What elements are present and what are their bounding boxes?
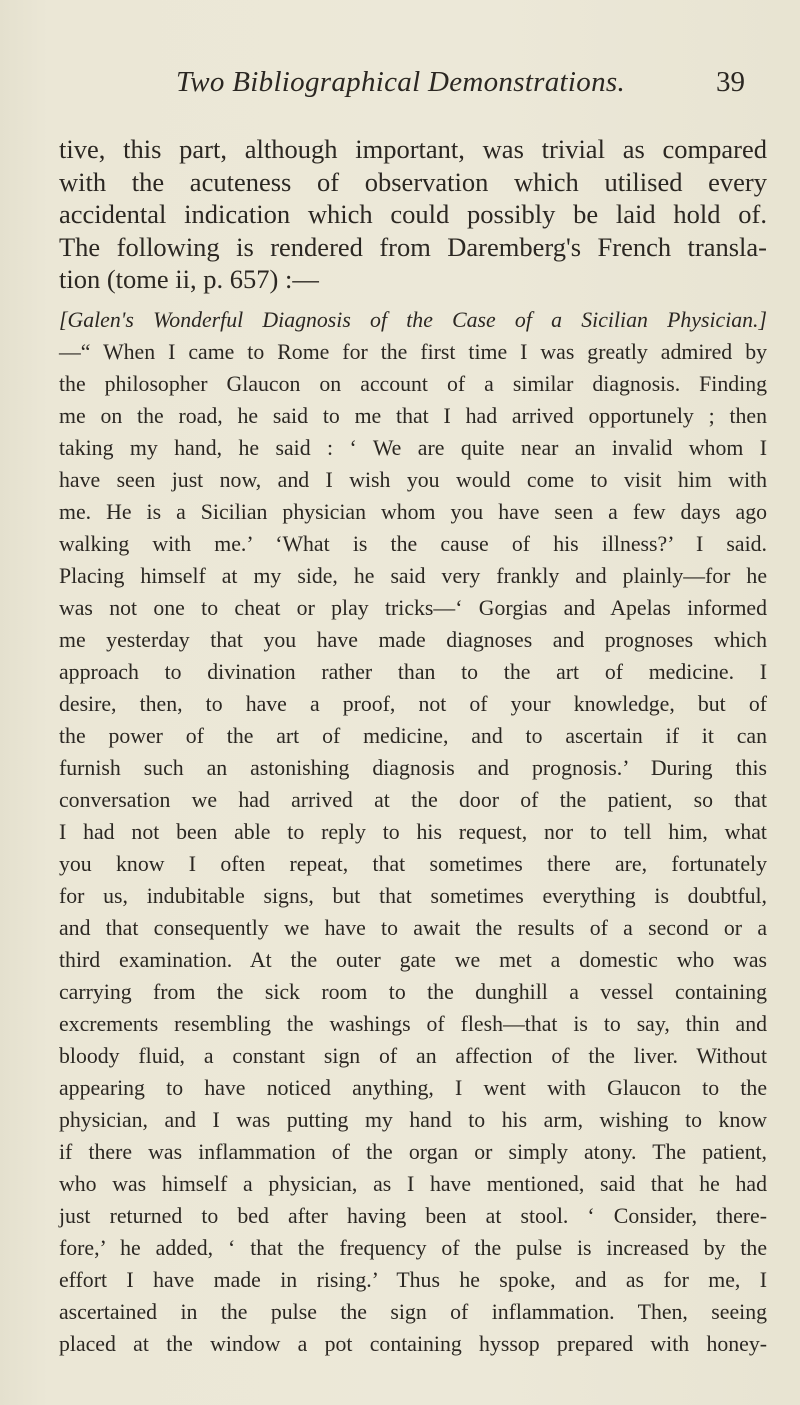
text-line: excrements resembling the washings of flesh—that is to say, thin and [59,1011,767,1036]
text-line: carrying from the sick room to the dunghill a vessel containing [59,979,767,1004]
body-text [59,133,767,1360]
text-line: furnish such an astonishing diagnosis and prognosis.’ During this [59,755,767,780]
text-line: have seen just now, and I wish you would come to visit him with [59,467,767,492]
text-line: placed at the window a pot containing hyssop prepared with honey- [59,1331,767,1356]
text-line: and that consequently we have to await the results of a second or a [59,915,767,940]
text-line: who was himself a physician, as I have mentioned, said that he had [59,1171,767,1196]
text-line: just returned to bed after having been at stool. ‘ Consider, there- [59,1203,767,1228]
text-line: effort I have made in rising.’ Thus he spoke, and as for me, I [59,1267,767,1292]
text-line: bloody fluid, a constant sign of an affection of the liver. Without [59,1043,767,1068]
paragraph-intro [59,133,767,296]
text-line: Placing himself at my side, he said very frankly and plainly—for he [59,563,767,588]
text-line: taking my hand, he said : ‘ We are quite near an invalid whom I [59,435,767,460]
page-header [0,66,800,106]
text-line: desire, then, to have a proof, not of your knowledge, but of [59,691,767,716]
text-line: conversation we had arrived at the door of the patient, so that [59,787,767,812]
paragraph-quotation [59,304,767,1360]
text-line: —“ When I came to Rome for the first time I was greatly admired by [59,339,767,364]
text-line: you know I often repeat, that sometimes there are, fortunately [59,851,767,876]
text-line: walking with me.’ ‘What is the cause of his illness?’ I said. [59,531,767,556]
text-line: tive, this part, although important, was trivial as compared [59,134,767,164]
text-line: was not one to cheat or play tricks—‘ Gorgias and Apelas informed [59,595,767,620]
text-line: with the acuteness of observation which utilised every [59,166,767,197]
page-number: 39 [716,66,745,98]
text-line: physician, and I was putting my hand to his arm, wishing to know [59,1107,767,1132]
text-line: The following is rendered from Daremberg's French transla- [59,231,767,262]
text-line: fore,’ he added, ‘ that the frequency of the pulse is increased by the [59,1235,767,1260]
text-line: appearing to have noticed anything, I went with Glaucon to the [59,1075,767,1100]
text-line: ascertained in the pulse the sign of inflammation. Then, seeing [59,1299,767,1324]
text-line: third examination. At the outer gate we met a domestic who was [59,947,767,972]
text-line: tion (tome ii, p. 657) :— [59,264,319,294]
text-line: me on the road, he said to me that I had arrived opportunely ; then [59,403,767,428]
text-line: for us, indubitable signs, but that sometimes everything is doubtful, [59,883,767,908]
text-line: approach to divination rather than to the art of medicine. I [59,659,767,684]
section-title [59,304,767,336]
text-line: me. He is a Sicilian physician whom you have seen a few days ago [59,499,767,524]
text-line: if there was inflammation of the organ or simply atony. The patient, [59,1139,767,1164]
text-line: I had not been able to reply to his request, nor to tell him, what [59,819,767,844]
text-line: the philosopher Glaucon on account of a similar diagnosis. Finding [59,371,767,396]
running-title: Two Bibliographical Demonstrations. [176,66,626,98]
text-line: accidental indication which could possibly be laid hold of. [59,199,767,229]
text-line: the power of the art of medicine, and to ascertain if it can [59,723,767,748]
text-line: me yesterday that you have made diagnoses and prognoses which [59,627,767,652]
section-title-text: [Galen's Wonderful Diagnosis of the Case of a Sicilian Physician.] [59,307,767,332]
